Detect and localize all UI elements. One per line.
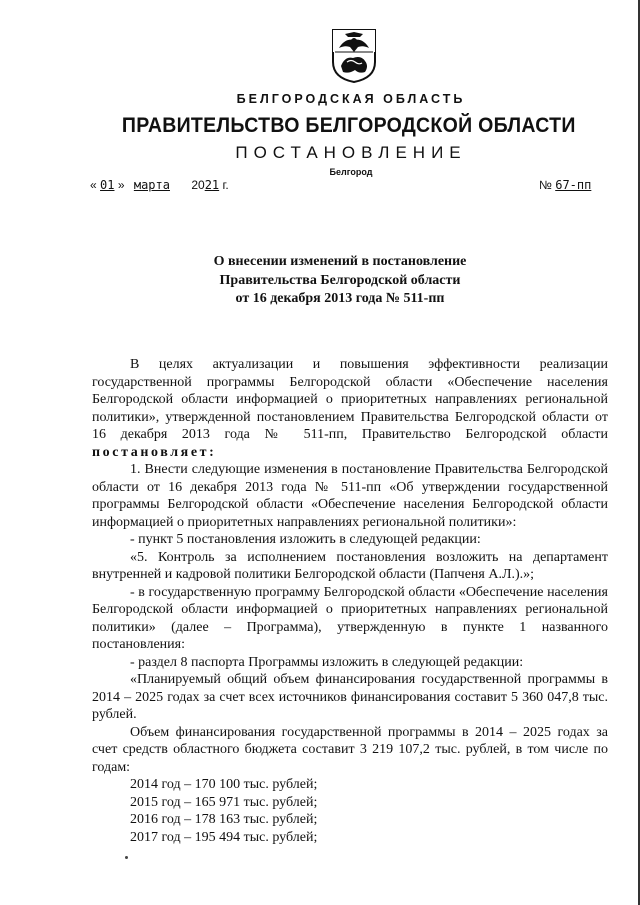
paragraph-program-changes: - в государственную программу Белгородской области «Обеспечение населения Белгородской области информацией о приоритетных направлениях региональной политики» (далее – Программа), утвержденную в пункте 1 названного постановления: [92, 584, 608, 652]
list-item: 2015 год – 165 971 тыс. рублей; [130, 794, 318, 810]
paragraph-preamble [92, 356, 608, 461]
date-close-quote: » [117, 178, 125, 192]
paragraph-item-1: 1. Внести следующие изменения в постановление Правительства Белгородской области от 16 декабря 2013 года № 511-пп «Об утверждении государственной программы Белгородской области «Обеспечение населения Белгородской области информацией о приоритетных направлениях региональной политики»: [92, 462, 608, 530]
paragraph-point5-text: «5. Контроль за исполнением постановления возложить на департамент внутренней и кадровой политики Белгородской области (Папченя А.Л.).»; [92, 549, 608, 582]
document-type-heading: ПОСТАНОВЛЕНИЕ [235, 143, 467, 162]
coat-of-arms-emblem [331, 28, 377, 84]
title-line-1: О внесении изменений в постановление [213, 254, 467, 269]
paragraph-regional-funding: Объем финансирования государственной программы в 2014 – 2025 годах за счет средств областного бюджета составит 3 219 107,2 тыс. рублей, в том числе по годам: [92, 724, 608, 775]
paragraph-item-point5: - пункт 5 постановления изложить в следующей редакции: [130, 532, 481, 547]
preamble-text: В целях актуализации и повышения эффективности реализации государственной программы Белгородской области «Обеспечение населения Белгородской области информацией о приоритетных направлениях региональной политики», утвержденной постановлением Правительства Белгородской области от 16 декабря 2013 года № 511-пп, Правительство Белгородской области [92, 357, 608, 442]
document-title [0, 253, 640, 309]
decree-colon: : [209, 444, 217, 460]
number-value: 67-пп [555, 178, 592, 192]
date-month: марта [133, 178, 170, 192]
date-year-suffix: 21 [204, 178, 220, 192]
date-open-quote: « [90, 178, 97, 192]
title-line-3: от 16 декабря 2013 года № 511-пп [235, 291, 445, 306]
date-year-label: г. [222, 178, 229, 192]
government-heading: ПРАВИТЕЛЬСТВО БЕЛГОРОДСКОЙ ОБЛАСТИ [121, 114, 576, 137]
document-body [92, 356, 608, 846]
document-number [539, 178, 591, 192]
document-date [90, 178, 229, 192]
date-day: 01 [100, 178, 115, 192]
date-year-prefix: 20 [191, 178, 205, 192]
paragraph-total-funding: «Планируемый общий объем финансирования государственной программы в 2014 – 2025 годах за счет всех источников финансирования составит 5 360 047,8 тыс. рублей. [92, 672, 608, 722]
funding-by-year-list [92, 776, 608, 846]
city-label: Белгород [329, 167, 373, 177]
title-line-2: Правительства Белгородской области [219, 272, 461, 288]
list-item: 2014 год – 170 100 тыс. рублей; [130, 777, 318, 792]
list-item: 2016 год – 178 163 тыс. рублей; [130, 812, 318, 827]
list-item: 2017 год – 195 494 тыс. рублей; [130, 829, 318, 845]
paragraph-section8: - раздел 8 паспорта Программы изложить в следующей редакции: [130, 654, 524, 670]
number-prefix: № [539, 178, 552, 192]
scan-speck [125, 856, 128, 859]
decree-word: постановляет [92, 444, 210, 460]
region-heading: БЕЛГОРОДСКАЯ ОБЛАСТЬ [236, 92, 466, 106]
